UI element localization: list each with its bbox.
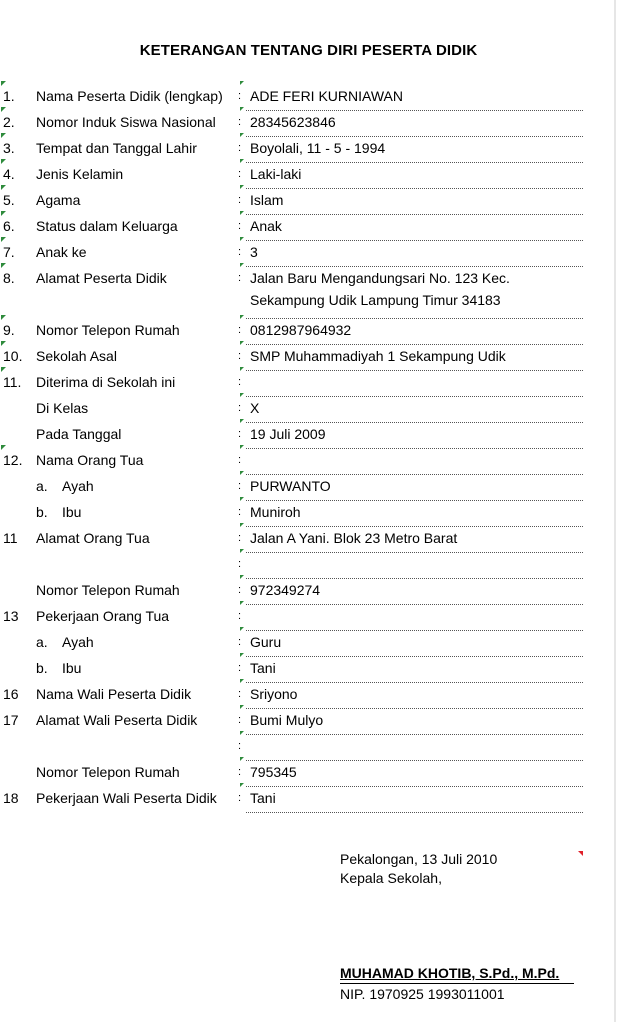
- form-row: [0, 737, 600, 763]
- dotted-line: [246, 422, 583, 423]
- cell-marker-icon: [240, 601, 244, 605]
- cell-marker-icon: [240, 445, 244, 449]
- page-right-edge: [614, 0, 616, 1022]
- dotted-line: [246, 474, 583, 475]
- field-label: Nomor Telepon Rumah: [36, 322, 180, 338]
- field-colon: :: [238, 532, 242, 544]
- dotted-line: [246, 396, 583, 397]
- field-colon: :: [238, 506, 242, 518]
- field-colon: :: [238, 480, 242, 492]
- field-value: Tani: [250, 660, 276, 676]
- field-value: Jalan Baru Mengandungsari No. 123 Kec.: [250, 270, 510, 286]
- form-row: [0, 477, 600, 503]
- cell-marker-icon: [1, 341, 6, 346]
- field-colon: :: [238, 272, 242, 284]
- field-colon: :: [238, 584, 242, 596]
- cell-marker-icon: [240, 263, 244, 267]
- field-colon: :: [238, 376, 242, 388]
- field-label: Ayah: [62, 634, 94, 650]
- field-colon: :: [238, 714, 242, 726]
- field-value: 28345623846: [250, 114, 336, 130]
- field-label: Tempat dan Tanggal Lahir: [36, 140, 197, 156]
- cell-marker-icon: [240, 679, 244, 683]
- field-label: Pada Tanggal: [36, 426, 122, 442]
- row-number: 1.: [3, 88, 15, 104]
- field-value: Bumi Mulyo: [250, 712, 324, 728]
- field-value: 3: [250, 244, 258, 260]
- dotted-line: [246, 162, 583, 163]
- field-colon: :: [238, 454, 242, 466]
- cell-marker-icon: [1, 159, 6, 164]
- field-label: Nama Orang Tua: [36, 452, 144, 468]
- form-row: [0, 503, 600, 529]
- dotted-line: [246, 708, 583, 709]
- form-row: [0, 763, 600, 789]
- row-number: 9.: [3, 322, 15, 338]
- row-number: 17: [3, 712, 19, 728]
- row-number: 16: [3, 686, 19, 702]
- comment-indicator-icon[interactable]: [578, 851, 583, 856]
- field-colon: :: [238, 220, 242, 232]
- cell-marker-icon: [240, 497, 244, 501]
- cell-marker-icon: [240, 315, 244, 319]
- field-colon: :: [238, 402, 242, 414]
- field-value: PURWANTO: [250, 478, 331, 494]
- cell-marker-icon: [1, 263, 6, 268]
- field-label: Di Kelas: [36, 400, 89, 416]
- field-label: Nama Peserta Didik (lengkap): [36, 88, 223, 104]
- field-colon: :: [238, 142, 242, 154]
- form-row: [0, 711, 600, 737]
- cell-marker-icon: [1, 211, 6, 216]
- dotted-line: [246, 110, 583, 111]
- dotted-line: [246, 318, 583, 319]
- field-value: Laki-laki: [250, 166, 302, 182]
- form-row: [0, 191, 600, 217]
- dotted-line: [246, 448, 583, 449]
- form-row: [0, 399, 600, 425]
- row-number: 6.: [3, 218, 15, 234]
- cell-marker-icon: [240, 185, 244, 189]
- cell-marker-icon: [240, 133, 244, 137]
- field-label: Sekolah Asal: [36, 348, 117, 364]
- row-number: 11.: [3, 374, 22, 390]
- dotted-line: [246, 656, 583, 657]
- form-row: [0, 581, 600, 607]
- field-value: X: [250, 400, 260, 416]
- field-value: 795345: [250, 764, 297, 780]
- field-label: Anak ke: [36, 244, 87, 260]
- form-row: [0, 633, 600, 659]
- cell-marker-icon: [1, 81, 6, 86]
- field-colon: :: [238, 558, 242, 570]
- cell-marker-icon: [240, 367, 244, 371]
- cell-marker-icon: [1, 237, 6, 242]
- field-label: Status dalam Keluarga: [36, 218, 178, 234]
- form-row: [0, 373, 600, 399]
- field-value: Sriyono: [250, 686, 298, 702]
- field-value: Guru: [250, 634, 282, 650]
- field-label: Nomor Induk Siswa Nasional: [36, 114, 216, 130]
- sub-item-letter: b.: [36, 504, 48, 520]
- row-number: 3.: [3, 140, 15, 156]
- signature-underline: [340, 983, 574, 984]
- dotted-line: [246, 240, 583, 241]
- dotted-line: [246, 136, 583, 137]
- dotted-line: [246, 370, 583, 371]
- row-number: 4.: [3, 166, 15, 182]
- cell-marker-icon: [240, 523, 244, 527]
- form-row: [0, 87, 600, 113]
- field-label: Nama Wali Peserta Didik: [36, 686, 192, 702]
- document-title: KETERANGAN TENTANG DIRI PESERTA DIDIK: [139, 42, 478, 59]
- dotted-line: [246, 682, 583, 683]
- dotted-line: [246, 812, 583, 813]
- dotted-line: [246, 188, 583, 189]
- field-label: Ibu: [62, 660, 82, 676]
- row-number: 8.: [3, 270, 15, 286]
- form-row: [0, 529, 600, 555]
- form-row: [0, 321, 600, 347]
- field-label: Ayah: [62, 478, 94, 494]
- field-colon: :: [238, 90, 242, 102]
- field-colon: :: [238, 740, 242, 752]
- form-row: [0, 217, 600, 243]
- cell-marker-icon: [240, 211, 244, 215]
- field-value: Tani: [250, 790, 276, 806]
- field-label: Pekerjaan Orang Tua: [36, 608, 170, 624]
- field-value: Jalan A Yani. Blok 23 Metro Barat: [250, 530, 458, 546]
- dotted-line: [246, 266, 583, 267]
- signature-place-date: Pekalongan, 13 Juli 2010: [340, 851, 498, 867]
- field-label: Alamat Wali Peserta Didik: [36, 712, 198, 728]
- form-row: [0, 659, 600, 685]
- cell-marker-icon: [240, 237, 244, 241]
- form-row: [0, 113, 600, 139]
- row-number: 12.: [3, 452, 23, 468]
- cell-marker-icon: [1, 315, 6, 320]
- dotted-line: [246, 214, 583, 215]
- field-colon: :: [238, 350, 242, 362]
- form-row: [0, 685, 600, 711]
- signature-nip: NIP. 1970925 1993011001: [340, 986, 505, 1002]
- dotted-line: [246, 500, 583, 501]
- form-row: [0, 139, 600, 165]
- field-label: Jenis Kelamin: [36, 166, 124, 182]
- row-number: 2.: [3, 114, 15, 130]
- cell-marker-icon: [1, 445, 6, 450]
- row-number: 18: [3, 790, 19, 806]
- field-value: Islam: [250, 192, 284, 208]
- form-row: [0, 607, 600, 633]
- field-colon: :: [238, 324, 242, 336]
- signature-name: MUHAMAD KHOTIB, S.Pd., M.Pd.: [340, 965, 560, 981]
- cell-marker-icon: [240, 653, 244, 657]
- form-row: [0, 165, 600, 191]
- dotted-line: [246, 786, 583, 787]
- field-colon: :: [238, 116, 242, 128]
- cell-marker-icon: [240, 627, 244, 631]
- field-label: Nomor Telepon Rumah: [36, 582, 180, 598]
- field-label: Nomor Telepon Rumah: [36, 764, 180, 780]
- form-row: [0, 347, 600, 373]
- dotted-line: [246, 604, 583, 605]
- field-colon: :: [238, 792, 242, 804]
- cell-marker-icon: [240, 783, 244, 787]
- signature-role: Kepala Sekolah,: [340, 870, 442, 886]
- form-row: [0, 425, 600, 451]
- cell-marker-icon: [240, 731, 244, 735]
- cell-marker-icon: [240, 471, 244, 475]
- field-label: Alamat Peserta Didik: [36, 270, 167, 286]
- cell-marker-icon: [240, 757, 244, 761]
- cell-marker-icon: [1, 185, 6, 190]
- field-value-line2: Sekampung Udik Lampung Timur 34183: [250, 292, 501, 308]
- field-value: Anak: [250, 218, 282, 234]
- cell-marker-icon: [1, 107, 6, 112]
- cell-marker-icon: [240, 575, 244, 579]
- sub-item-letter: a.: [36, 634, 48, 650]
- dotted-line: [246, 526, 583, 527]
- row-number: 13: [3, 608, 19, 624]
- cell-marker-icon: [1, 133, 6, 138]
- field-colon: :: [238, 610, 242, 622]
- dotted-line: [246, 734, 583, 735]
- field-value: Boyolali, 11 - 5 - 1994: [250, 140, 386, 156]
- dotted-line: [246, 552, 583, 553]
- cell-marker-icon: [240, 705, 244, 709]
- field-label: Ibu: [62, 504, 82, 520]
- form-row: [0, 555, 600, 581]
- dotted-line: [246, 578, 583, 579]
- field-value: SMP Muhammadiyah 1 Sekampung Udik: [250, 348, 506, 364]
- cell-marker-icon: [240, 341, 244, 345]
- row-number: 7.: [3, 244, 15, 260]
- form-row: [0, 451, 600, 477]
- field-colon: :: [238, 194, 242, 206]
- field-value: Muniroh: [250, 504, 301, 520]
- dotted-line: [246, 630, 583, 631]
- field-colon: :: [238, 688, 242, 700]
- field-value: 0812987964932: [250, 322, 352, 338]
- form-row: [0, 789, 600, 815]
- field-colon: :: [238, 428, 242, 440]
- field-colon: :: [238, 636, 242, 648]
- sub-item-letter: a.: [36, 478, 48, 494]
- field-value: ADE FERI KURNIAWAN: [250, 88, 403, 104]
- dotted-line: [246, 344, 583, 345]
- cell-marker-icon: [240, 419, 244, 423]
- field-value: 19 Juli 2009: [250, 426, 326, 442]
- field-colon: :: [238, 168, 242, 180]
- row-number: 11: [3, 530, 18, 546]
- field-colon: :: [238, 766, 242, 778]
- form-row: [0, 243, 600, 269]
- field-label: Agama: [36, 192, 81, 208]
- row-number: 10.: [3, 348, 23, 364]
- cell-marker-icon: [240, 549, 244, 553]
- field-label: Pekerjaan Wali Peserta Didik: [36, 790, 217, 806]
- sub-item-letter: b.: [36, 660, 48, 676]
- field-value: 972349274: [250, 582, 321, 598]
- row-number: 5.: [3, 192, 15, 208]
- cell-marker-icon: [240, 159, 244, 163]
- cell-marker-icon: [240, 393, 244, 397]
- field-colon: :: [238, 246, 242, 258]
- cell-marker-icon: [240, 107, 244, 111]
- cell-marker-icon: [240, 81, 244, 85]
- field-label: Alamat Orang Tua: [36, 530, 150, 546]
- field-label: Diterima di Sekolah ini: [36, 374, 176, 390]
- form-row: [0, 269, 600, 321]
- field-colon: :: [238, 662, 242, 674]
- cell-marker-icon: [1, 367, 6, 372]
- dotted-line: [246, 760, 583, 761]
